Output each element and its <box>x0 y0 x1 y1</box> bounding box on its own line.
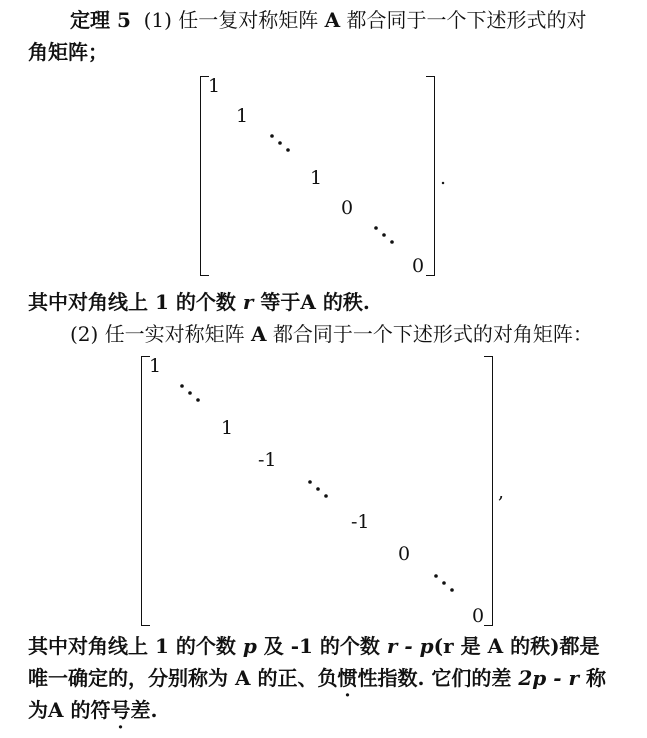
final-text: 的 <box>70 698 91 722</box>
matrix1-left-bracket <box>200 76 209 276</box>
theorem-part1-lead: (1) 任一复对称矩阵 <box>143 8 319 32</box>
matrix2-entry: -1 <box>351 511 370 533</box>
matrix1-entry: 0 <box>341 197 354 219</box>
matrix-symbol-a: A <box>251 322 267 346</box>
matrix2-ddots <box>306 478 332 504</box>
matrix-symbol-a: A <box>48 698 64 722</box>
matrix2-entry: -1 <box>258 449 277 471</box>
final-text: 的 <box>257 666 278 690</box>
matrix2-entry: 0 <box>472 605 485 627</box>
matrix2-entry: 1 <box>149 355 162 377</box>
final-text: 的秩)都是 <box>510 634 600 658</box>
matrix1-ddots <box>268 132 294 158</box>
final-text: 及 -1 的个数 <box>263 634 380 658</box>
rank-note <box>28 290 370 314</box>
matrix2-entry: 0 <box>398 543 411 565</box>
theorem-part2 <box>70 322 593 346</box>
term-signature: 符号差 <box>90 698 151 722</box>
final-text: 称 <box>586 666 607 690</box>
matrix-symbol-a: A <box>234 666 251 690</box>
final-text: 为 <box>28 698 48 722</box>
matrix1-entry: 1 <box>236 105 249 127</box>
rank-note-mid: 等于 <box>260 290 301 314</box>
matrix2-entry: 1 <box>221 417 234 439</box>
matrix-symbol-a: A <box>300 290 316 314</box>
term-inertia-indices: 正、负惯性指数 · <box>277 666 417 690</box>
final-text: 其中对角线上 1 的个数 <box>28 634 236 658</box>
expr-2p-minus-r: 2p - r <box>518 666 580 690</box>
theorem-label: 定理 5 <box>70 8 131 32</box>
final-text: . <box>150 698 158 722</box>
matrix-symbol-a: A <box>487 634 504 658</box>
symbol-p: p <box>242 634 257 658</box>
matrix-symbol-a: A <box>324 8 341 32</box>
part2-tail: 都合同于一个下述形式的对角矩阵： <box>272 322 593 346</box>
final-line-1 <box>28 634 600 658</box>
final-line-2 <box>28 666 606 690</box>
theorem-part1-tail: 都合同于一个下述形式的对 <box>346 8 587 32</box>
rank-note-tail: 的秩. <box>322 290 370 314</box>
final-line-3 <box>28 698 157 722</box>
matrix1-entry: 1 <box>208 75 221 97</box>
matrix1-entry: 0 <box>412 255 425 277</box>
matrix2-suffix: , <box>498 481 505 503</box>
matrix2-ddots <box>178 382 204 408</box>
symbol-r: r <box>242 290 254 314</box>
theorem-line-1 <box>70 8 587 32</box>
final-text: 唯一确定的，分别称为 <box>28 666 228 690</box>
rank-note-lead: 其中对角线上 1 的个数 <box>28 290 236 314</box>
final-text: (r 是 <box>433 634 481 658</box>
expr-r-minus-p: r - p <box>386 634 434 658</box>
final-text: . 它们的差 <box>417 666 512 690</box>
matrix1-entry: 1 <box>310 167 323 189</box>
matrix2-left-bracket <box>141 356 150 626</box>
matrix1-ddots <box>372 224 398 250</box>
matrix1-right-bracket <box>426 76 435 276</box>
part2-lead: (2) 任一实对称矩阵 <box>70 322 245 346</box>
matrix2-right-bracket <box>484 356 493 626</box>
matrix1-suffix: . <box>440 167 447 189</box>
theorem-line-2: 角矩阵； <box>28 40 108 64</box>
matrix2-ddots <box>432 572 458 598</box>
